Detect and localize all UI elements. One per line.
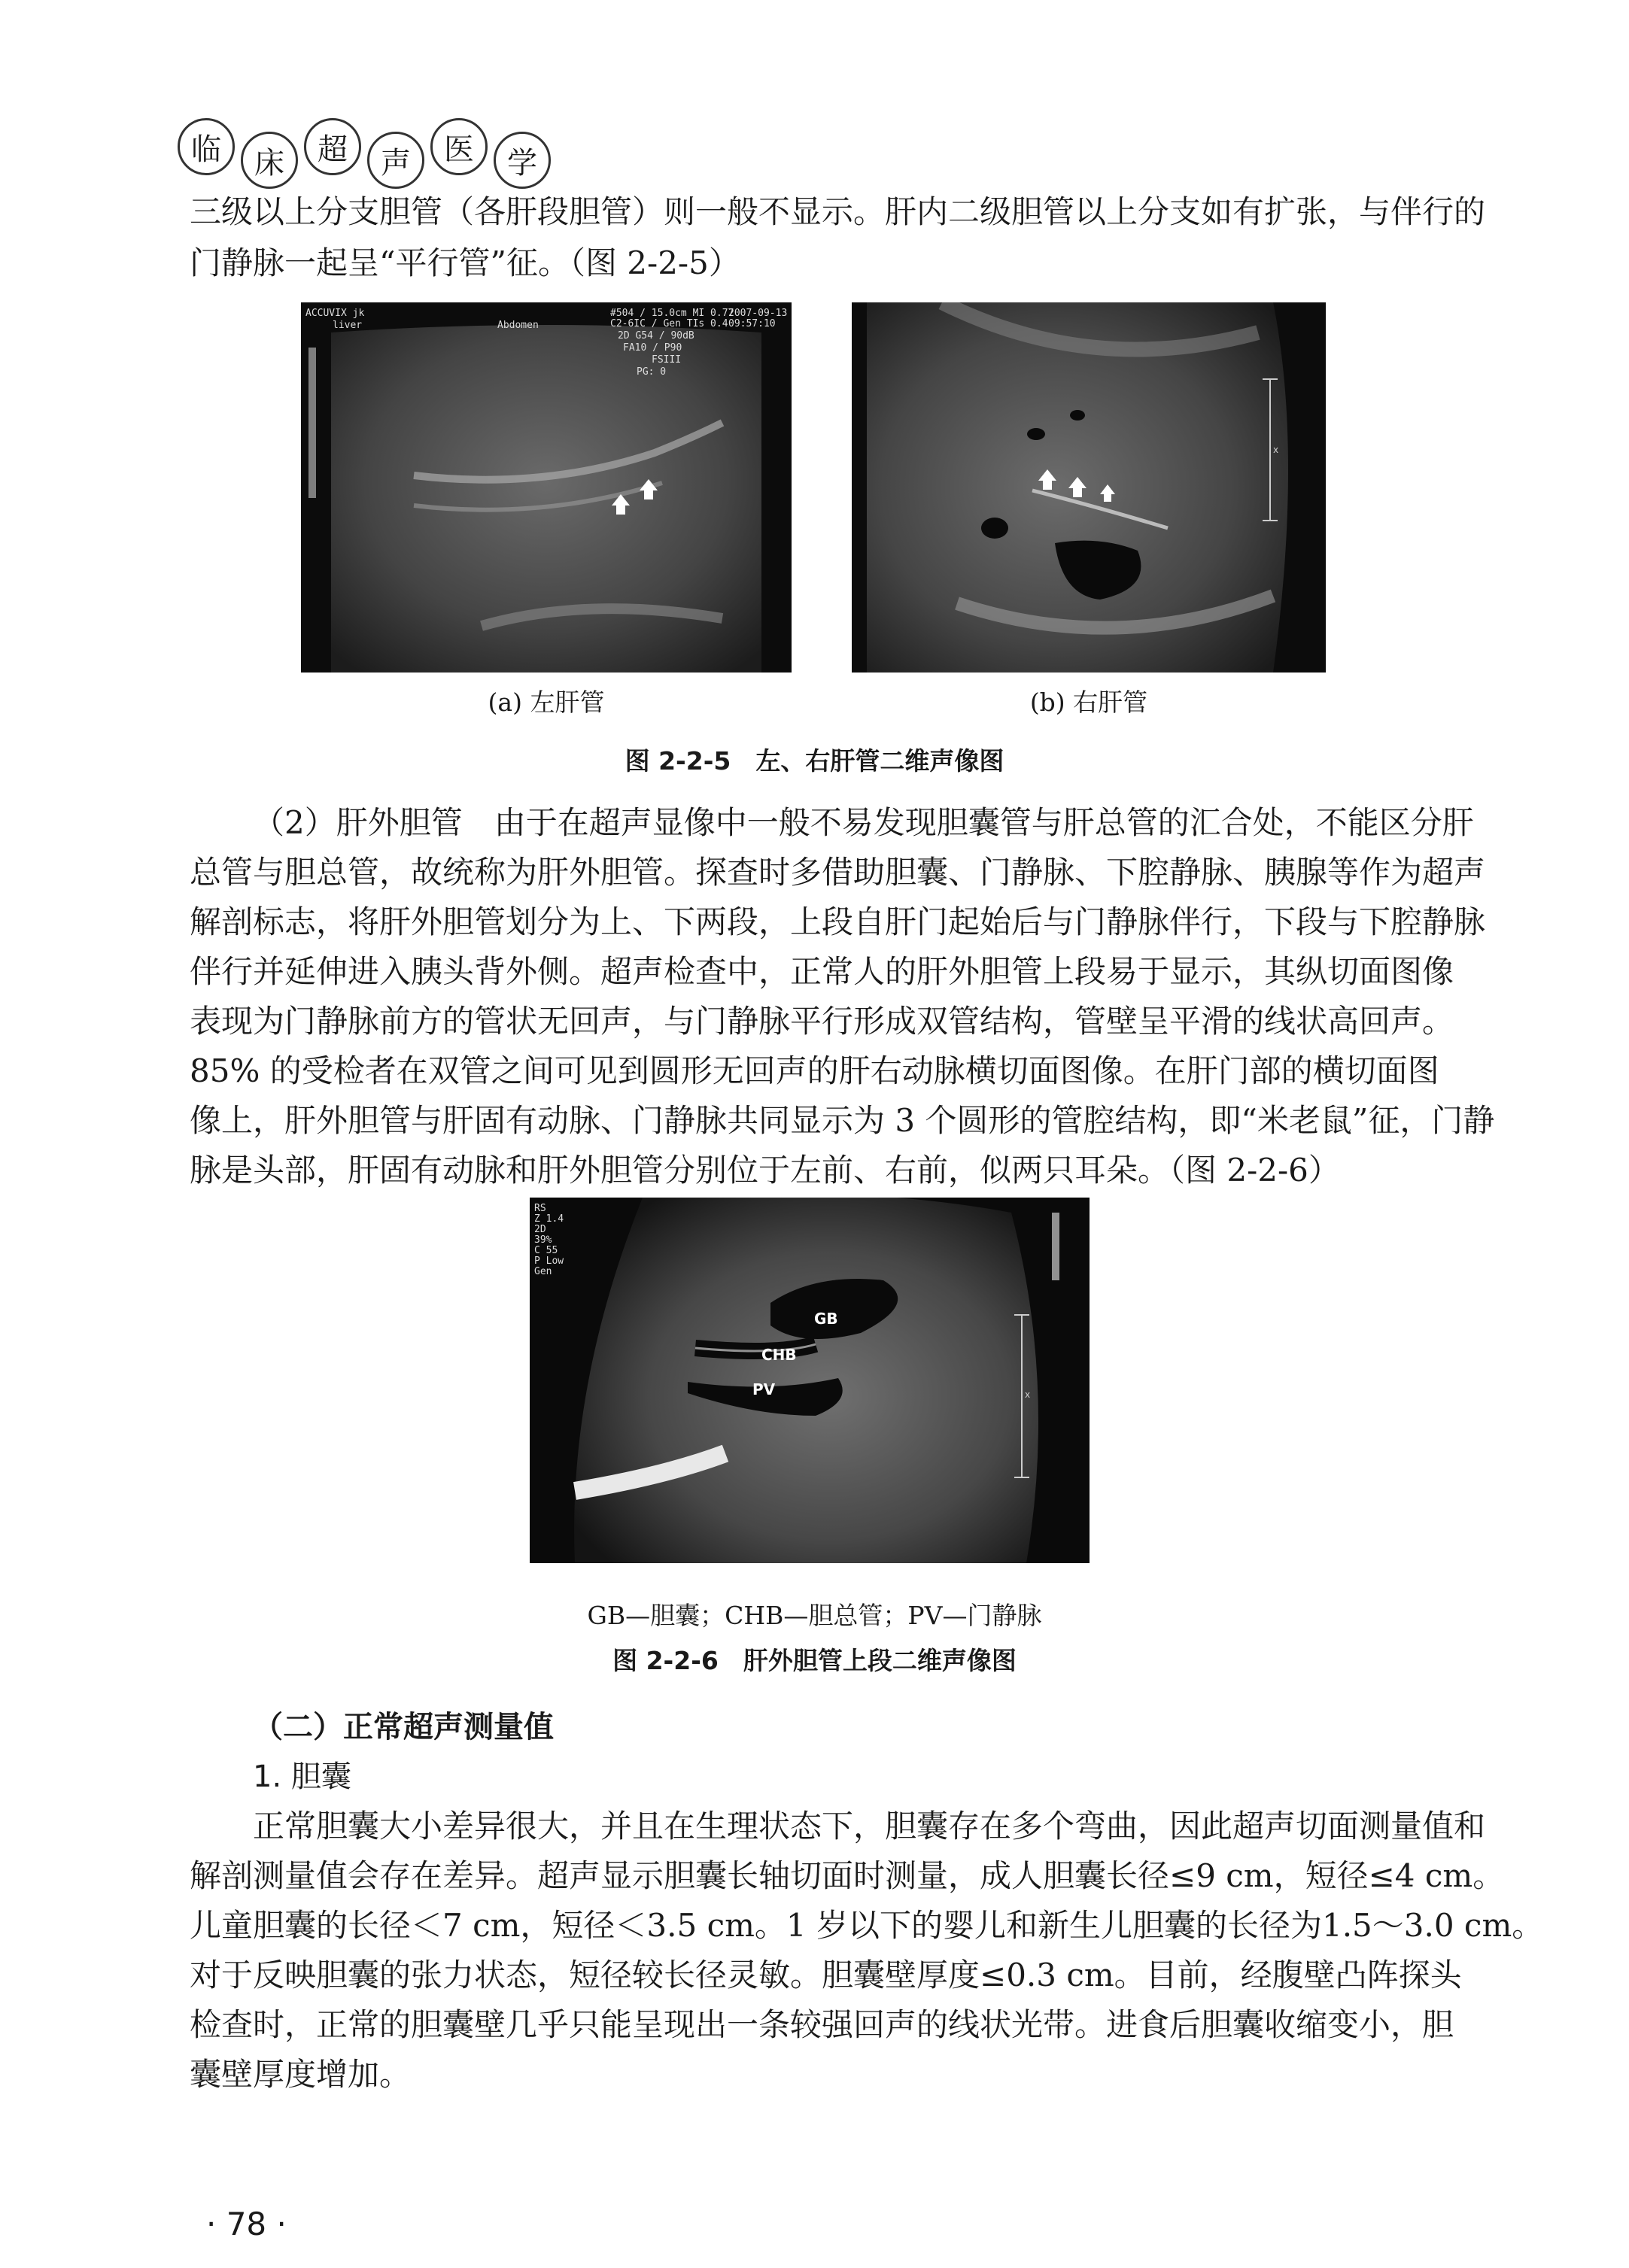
label-pv: PV <box>752 1380 776 1398</box>
overlay-text: Abdomen <box>497 320 539 331</box>
ultrasound-image-extrahepatic-duct <box>530 1198 1090 1563</box>
subsection-heading: 1. 胆囊 <box>253 1759 351 1794</box>
overlay-text: liver <box>333 320 363 331</box>
body-text-line: 伴行并延伸进入胰头背外侧。超声检查中，正常人的肝外胆管上段易于显示，其纵切面图像 <box>190 953 1454 990</box>
body-text-line: 解剖标志，将肝外胆管划分为上、下两段，上段自肝门起始后与门静脉伴行，下段与下腔静脉 <box>190 903 1486 940</box>
body-text-line: 儿童胆囊的长径＜7 cm，短径＜3.5 cm。1 岁以下的婴儿和新生儿胆囊的长径为1.5～3.0 cm。 <box>190 1907 1544 1944</box>
book-title-header <box>178 105 551 188</box>
body-text-line: 囊壁厚度增加。 <box>190 2056 412 2093</box>
section-heading: （二）正常超声测量值 <box>253 1710 554 1744</box>
ultrasound-image-left-hepatic-duct <box>301 302 792 673</box>
header-char: 医 <box>430 118 488 175</box>
overlay-text: 39% <box>534 1234 552 1246</box>
body-text-line: 85% 的受检者在双管之间可见到圆形无回声的肝右动脉横切面图像。在肝门部的横切面图 <box>190 1052 1439 1089</box>
body-text-line: 解剖测量值会存在差异。超声显示胆囊长轴切面时测量，成人胆囊长径≤9 cm，短径≤4 cm。 <box>190 1857 1505 1894</box>
body-text-line: 总管与胆总管，故统称为肝外胆管。探查时多借助胆囊、门静脉、下腔静脉、胰腺等作为超声 <box>190 854 1486 891</box>
overlay-text: #504 / 15.0cm MI 0.77 <box>610 308 734 319</box>
overlay-text: PG: 0 <box>637 366 667 378</box>
figure-subcaption: (b) 右肝管 <box>1029 688 1148 717</box>
body-text-line: 像上，肝外胆管与肝固有动脉、门静脉共同显示为 3 个圆形的管腔结构，即“米老鼠”征，门静 <box>190 1102 1495 1139</box>
body-text-line: （2）肝外胆管 由于在超声显像中一般不易发现胆囊管与肝总管的汇合处，不能区分肝 <box>253 804 1474 841</box>
overlay-text: FSIII <box>652 354 682 366</box>
label-gb: GB <box>814 1310 838 1328</box>
body-text-line: 正常胆囊大小差异很大，并且在生理状态下，胆囊存在多个弯曲，因此超声切面测量值和 <box>253 1808 1486 1844</box>
overlay-text: 2D G54 / 90dB <box>618 330 694 342</box>
overlay-text: P Low <box>534 1255 564 1267</box>
overlay-text: Gen <box>534 1266 552 1277</box>
figure-title: 图 2-2-6 肝外胆管上段二维声像图 <box>612 1646 1017 1675</box>
page-number: · 78 · <box>206 2206 287 2242</box>
header-char: 声 <box>367 132 424 189</box>
overlay-text: FA10 / P90 <box>623 342 682 354</box>
overlay-text: 09:57:10 <box>728 318 776 329</box>
overlay-text: C2-6IC / Gen TIs 0.4 <box>610 318 728 329</box>
body-text-line: 脉是头部，肝固有动脉和肝外胆管分别位于左前、右前，似两只耳朵。（图 2-2-6） <box>190 1152 1340 1189</box>
header-char: 临 <box>178 118 235 175</box>
label-chb: CHB <box>761 1346 797 1364</box>
body-text-line: 三级以上分支胆管（各肝段胆管）则一般不显示。肝内二级胆管以上分支如有扩张，与伴行的 <box>190 193 1486 230</box>
body-text-line: 对于反映胆囊的张力状态，短径较长径灵敏。胆囊壁厚度≤0.3 cm。目前，经腹壁凸阵探头 <box>190 1957 1462 1993</box>
figure-legend: GB—胆囊；CHB—胆总管；PV—门静脉 <box>587 1601 1042 1630</box>
overlay-text: C 55 <box>534 1245 558 1256</box>
figure-subcaption: (a) 左肝管 <box>488 688 605 717</box>
svg-text:x: x <box>1025 1389 1031 1400</box>
header-char: 床 <box>241 132 298 189</box>
body-text-line: 门静脉一起呈“平行管”征。（图 2-2-5） <box>190 244 740 281</box>
overlay-text: 2D <box>534 1224 546 1235</box>
body-text-line: 表现为门静脉前方的管状无回声，与门静脉平行形成双管结构，管壁呈平滑的线状高回声。 <box>190 1003 1454 1040</box>
overlay-text: ACCUVIX jk <box>305 308 365 319</box>
overlay-text: Z 1.4 <box>534 1213 564 1225</box>
overlay-text: 2007-09-13 <box>728 308 787 319</box>
figure-title: 图 2-2-5 左、右肝管二维声像图 <box>625 746 1004 776</box>
header-char: 学 <box>494 132 551 189</box>
svg-text:x: x <box>1273 445 1279 455</box>
header-char: 超 <box>304 118 361 175</box>
overlay-text: RS <box>534 1203 546 1214</box>
ultrasound-image-right-hepatic-duct <box>852 302 1326 673</box>
body-text-line: 检查时，正常的胆囊壁几乎只能呈现出一条较强回声的线状光带。进食后胆囊收缩变小，胆 <box>190 2006 1454 2043</box>
